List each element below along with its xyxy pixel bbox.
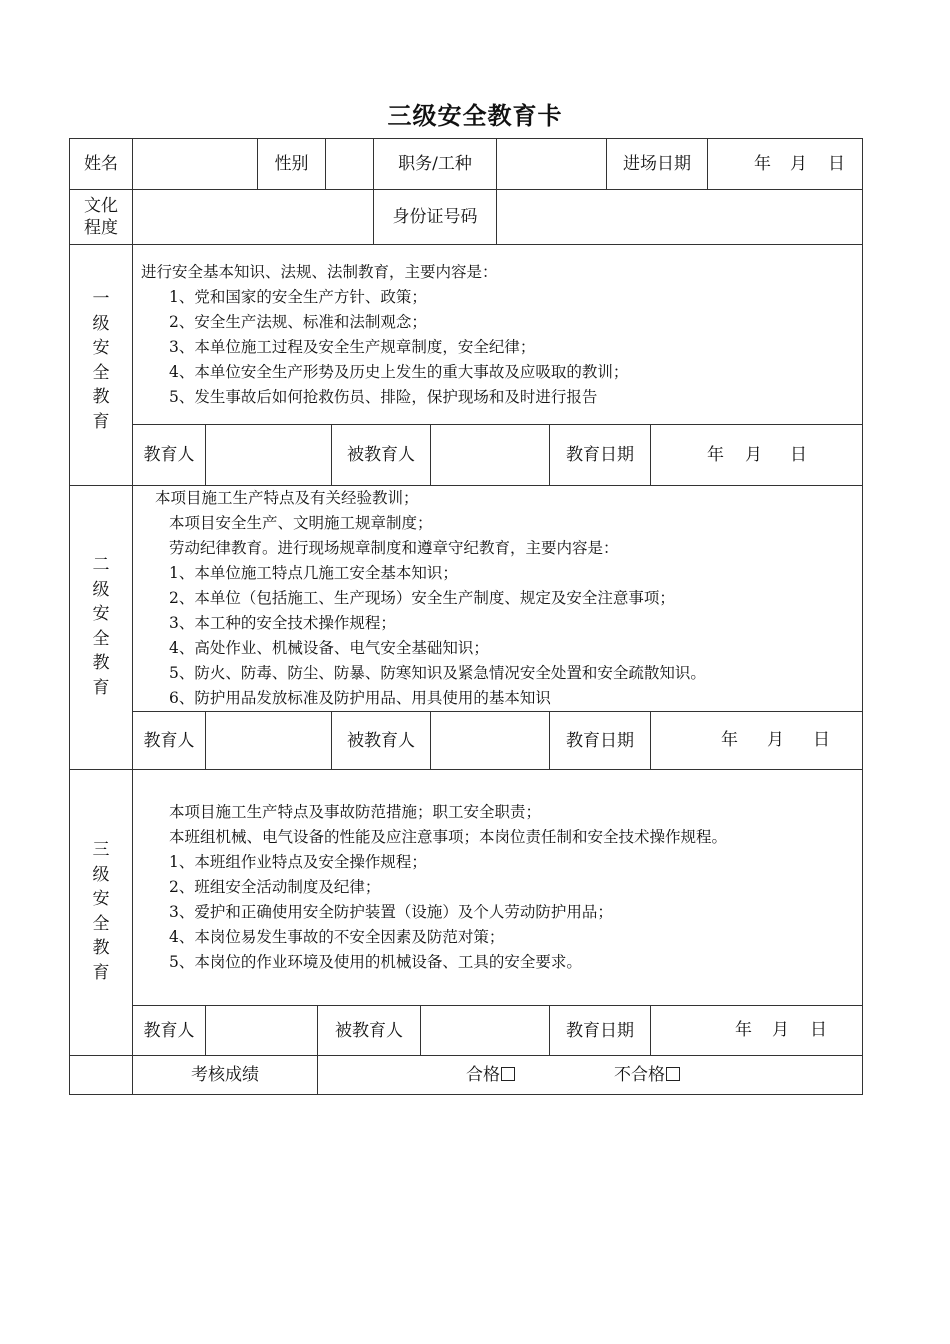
fail-option[interactable] <box>614 1064 680 1086</box>
educator-field[interactable] <box>206 425 331 485</box>
gender-field[interactable] <box>326 139 373 189</box>
name-field[interactable] <box>133 139 257 189</box>
educatee-field[interactable] <box>431 425 549 485</box>
educatee-label: 被教育人 <box>347 445 415 465</box>
id-label: 身份证号码 <box>392 207 478 227</box>
edu-date-field[interactable]: 年 月 日 <box>735 1020 827 1040</box>
pass-label: 合格 <box>466 1065 500 1085</box>
level1-content: 进行安全基本知识、法规、法制教育，主要内容是： 1、党和国家的安全生产方针、政策； 2、安全生产法规、标准和法制观念； 3、本单位施工过程及安全生产规章制度，安全纪律； 4、本单位安全生产形势及历史上发生的重大事故及应吸取的教训； 5、发生事故后如何抢救伤员、排险，保护现场和及时进行报告 <box>141 263 629 406</box>
assessment-label: 考核成绩 <box>191 1065 259 1085</box>
edu-date-label: 教育日期 <box>566 730 634 751</box>
level1-label: 一 级 安 全 教 育 <box>92 289 110 432</box>
educator-label: 教育人 <box>143 730 195 751</box>
pass-option[interactable] <box>466 1064 515 1086</box>
page-title: 三级安全教育卡 <box>387 102 563 130</box>
educator-field[interactable] <box>206 712 331 769</box>
level2-label: 二 级 安 全 教 育 <box>92 555 110 698</box>
edu-date-field[interactable]: 年 月 日 <box>707 445 807 465</box>
year-text: 年 <box>754 154 771 174</box>
educatee-field[interactable] <box>421 1006 549 1055</box>
educatee-label: 被教育人 <box>335 1020 403 1041</box>
edu-date-field[interactable]: 年 月 日 <box>721 730 830 750</box>
position-label: 职务/工种 <box>398 154 472 174</box>
entry-date-field[interactable] <box>708 153 862 175</box>
educator-field[interactable] <box>206 1006 317 1055</box>
educator-label: 教育人 <box>143 1020 195 1041</box>
checkbox-icon[interactable] <box>501 1067 515 1081</box>
edu-date-label: 教育日期 <box>566 445 634 465</box>
educatee-label: 被教育人 <box>347 730 415 751</box>
month-text: 月 <box>790 154 807 174</box>
gender-label: 性别 <box>274 154 309 174</box>
edu-level-label: 文化 程度 <box>84 196 118 238</box>
name-label: 姓名 <box>84 154 118 174</box>
educatee-field[interactable] <box>431 712 549 769</box>
level3-content: 本项目施工生产特点及事故防范措施；职工安全职责； 本班组机械、电气设备的性能及应注意事项；本岗位责任制和安全技术操作规程。 1、本班组作业特点及安全操作规程； 2、班组安全活动制度及纪律； 3、爱护和正确使用安全防护装置（设施）及个人劳动防护用品； 4、本岗位易发生事故的不安全因素及防范对策； 5、本岗位的作业环境及使用的机械设备、工具的安全要求。 <box>169 803 728 971</box>
checkbox-icon[interactable] <box>666 1067 680 1081</box>
educator-label: 教育人 <box>143 445 195 465</box>
fail-label: 不合格 <box>614 1065 665 1085</box>
level3-label: 三 级 安 全 教 育 <box>92 840 110 983</box>
level2-content: 本项目施工生产特点及有关经验教训； 本项目安全生产、文明施工规章制度； 劳动纪律教育。进行现场规章制度和遵章守纪教育，主要内容是： 1、本单位施工特点几施工安全基本知识； 2、本单位（包括施工、生产现场）安全生产制度、规定及安全注意事项； 3、本工种的安全技术操作规程； 4、高处作业、机械设备、电气安全基础知识； 5、防火、防毒、防尘、防暴、防寒知识及紧急情况安全处置和安全疏散知识。 6、防护用品发放标准及防护用品、用具使用的基本知识 <box>155 489 706 707</box>
position-field[interactable] <box>497 139 606 189</box>
day-text: 日 <box>828 154 845 174</box>
edu-level-field[interactable] <box>133 190 373 244</box>
id-field[interactable] <box>497 190 862 244</box>
edu-date-label: 教育日期 <box>566 1020 634 1041</box>
entry-date-label: 进场日期 <box>623 154 691 174</box>
